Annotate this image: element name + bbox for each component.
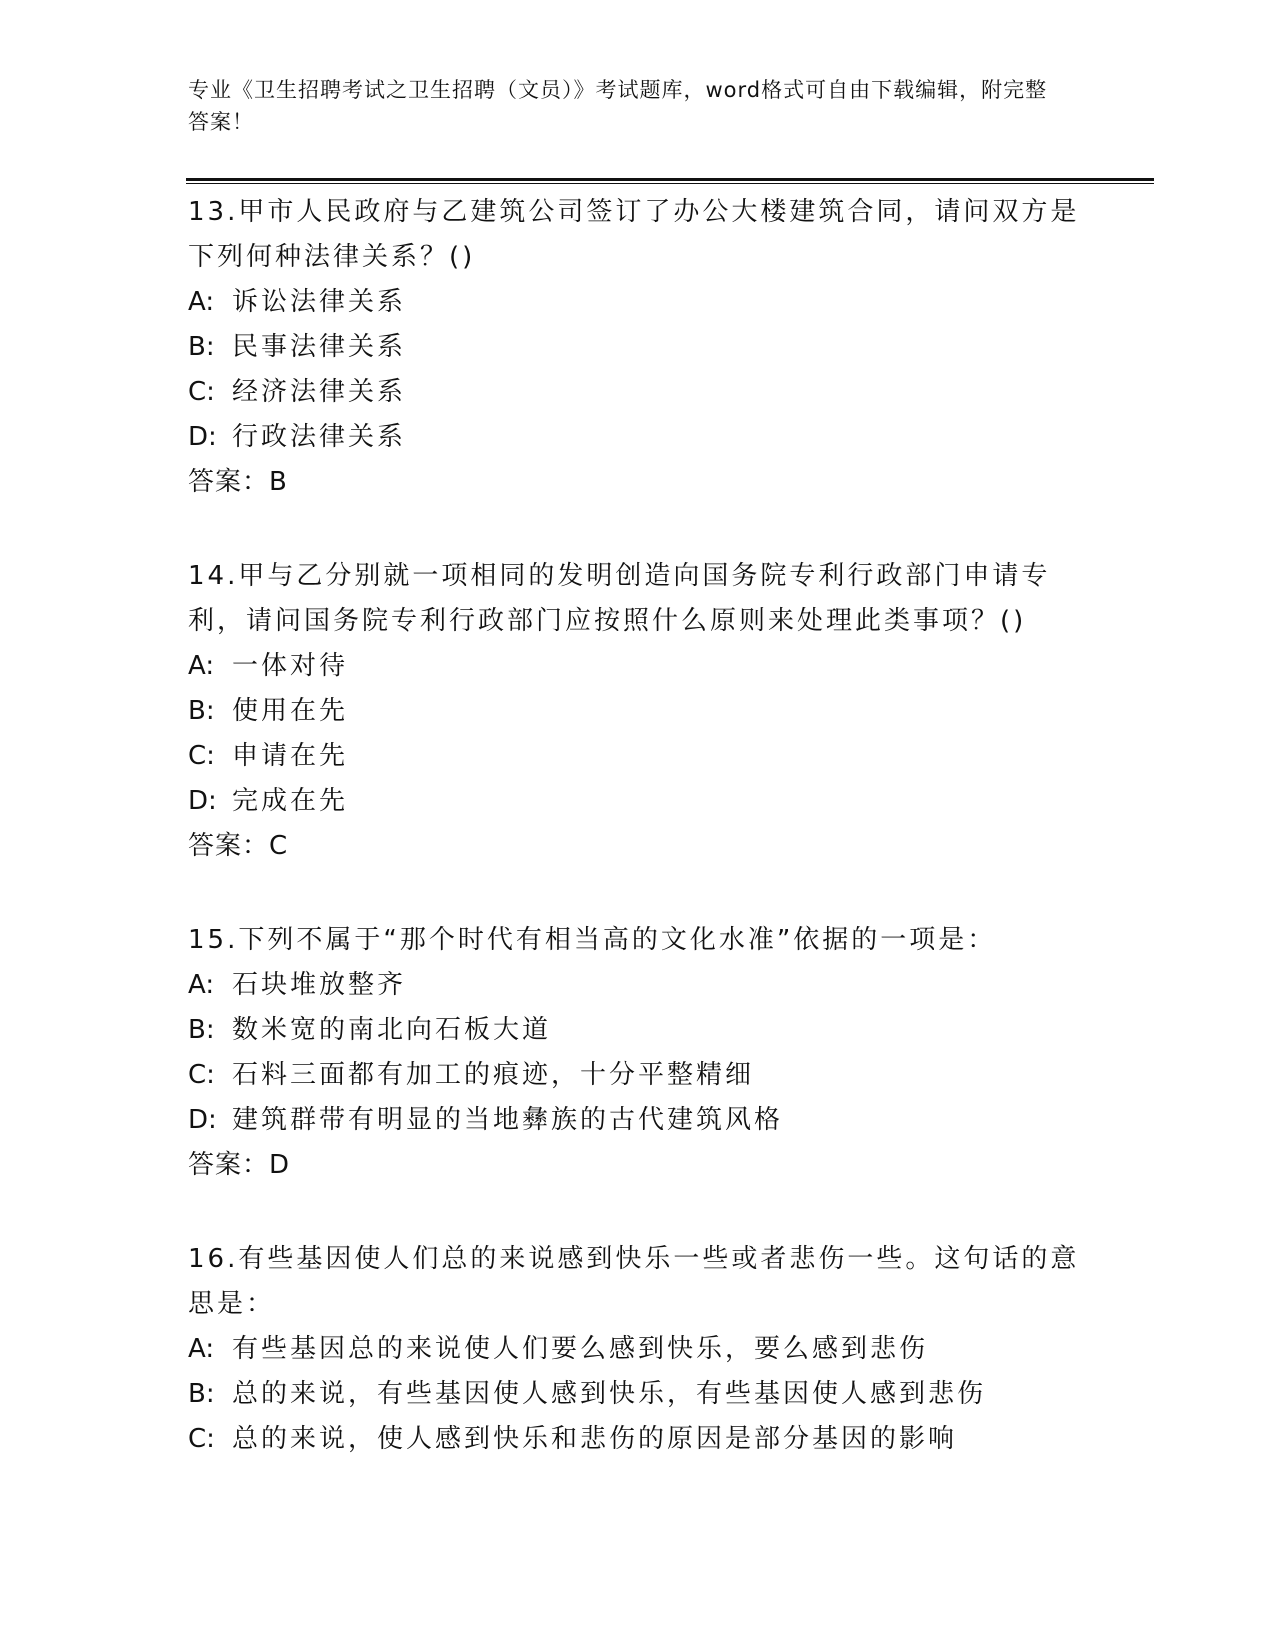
option-key: D: [188, 422, 217, 452]
option-key: B: [188, 332, 215, 362]
option-key: A: [188, 651, 215, 681]
answer-line: 答案：D [188, 1150, 291, 1180]
question-spacer [188, 505, 1088, 554]
option-d [188, 415, 1088, 460]
question-spacer [188, 869, 1088, 918]
question-16 [188, 1237, 1088, 1462]
option-a [188, 644, 1088, 689]
header-rule-thick [186, 178, 1154, 181]
option-text: 有些基因总的来说使人们要么感到快乐，要么感到悲伤 [232, 1334, 929, 1364]
option-key: A: [188, 1334, 215, 1364]
document-header: 专业《卫生招聘考试之卫生招聘（文员）》考试题库，word格式可自由下载编辑，附完整答案！ [188, 78, 1048, 134]
option-key: B: [188, 1379, 215, 1409]
option-key: C: [188, 377, 215, 407]
question-15 [188, 918, 1088, 1188]
option-key: C: [188, 1424, 215, 1454]
option-text: 石料三面都有加工的痕迹，十分平整精细 [232, 1060, 755, 1090]
question-list [188, 190, 1088, 1462]
option-a [188, 963, 1088, 1008]
option-key: A: [188, 287, 215, 317]
option-key: B: [188, 1015, 215, 1045]
answer-line: 答案：C [188, 831, 289, 861]
option-b [188, 1372, 1088, 1417]
option-d [188, 779, 1088, 824]
option-c [188, 1417, 1088, 1462]
option-a [188, 280, 1088, 325]
question-14 [188, 554, 1088, 869]
option-b [188, 689, 1088, 734]
option-key: B: [188, 696, 215, 726]
option-text: 行政法律关系 [232, 422, 407, 452]
question-spacer [188, 1188, 1088, 1237]
question-text: 14.甲与乙分别就一项相同的发明创造向国务院专利行政部门申请专利，请问国务院专利行政部门应按照什么原则来处理此类事项？() [188, 561, 1051, 636]
question-text: 13.甲市人民政府与乙建筑公司签订了办公大楼建筑合同，请问双方是下列何种法律关系？() [188, 197, 1080, 272]
option-text: 总的来说，有些基因使人感到快乐，有些基因使人感到悲伤 [232, 1379, 987, 1409]
answer-line: 答案：B [188, 467, 288, 497]
option-text: 总的来说，使人感到快乐和悲伤的原因是部分基因的影响 [232, 1424, 958, 1454]
option-text: 经济法律关系 [232, 377, 407, 407]
question-13 [188, 190, 1088, 505]
option-text: 使用在先 [232, 696, 349, 726]
option-text: 申请在先 [232, 741, 349, 771]
option-text: 建筑群带有明显的当地彝族的古代建筑风格 [232, 1105, 784, 1135]
option-text: 石块堆放整齐 [232, 970, 407, 1000]
option-d [188, 1098, 1088, 1143]
option-text: 民事法律关系 [232, 332, 407, 362]
question-text: 15.下列不属于“那个时代有相当高的文化水准”依据的一项是： [188, 925, 997, 955]
question-text: 16.有些基因使人们总的来说感到快乐一些或者悲伤一些。这句话的意思是： [188, 1244, 1080, 1319]
option-text: 完成在先 [232, 786, 349, 816]
option-b [188, 325, 1088, 370]
option-text: 诉讼法律关系 [232, 287, 407, 317]
option-c [188, 370, 1088, 415]
option-b [188, 1008, 1088, 1053]
option-text: 一体对待 [232, 651, 349, 681]
option-a [188, 1327, 1088, 1372]
option-key: C: [188, 1060, 215, 1090]
option-text: 数米宽的南北向石板大道 [232, 1015, 552, 1045]
option-c [188, 734, 1088, 779]
option-key: C: [188, 741, 215, 771]
option-c [188, 1053, 1088, 1098]
option-key: D: [188, 1105, 217, 1135]
option-key: A: [188, 970, 215, 1000]
header-rule-thin [186, 183, 1154, 184]
option-key: D: [188, 786, 217, 816]
